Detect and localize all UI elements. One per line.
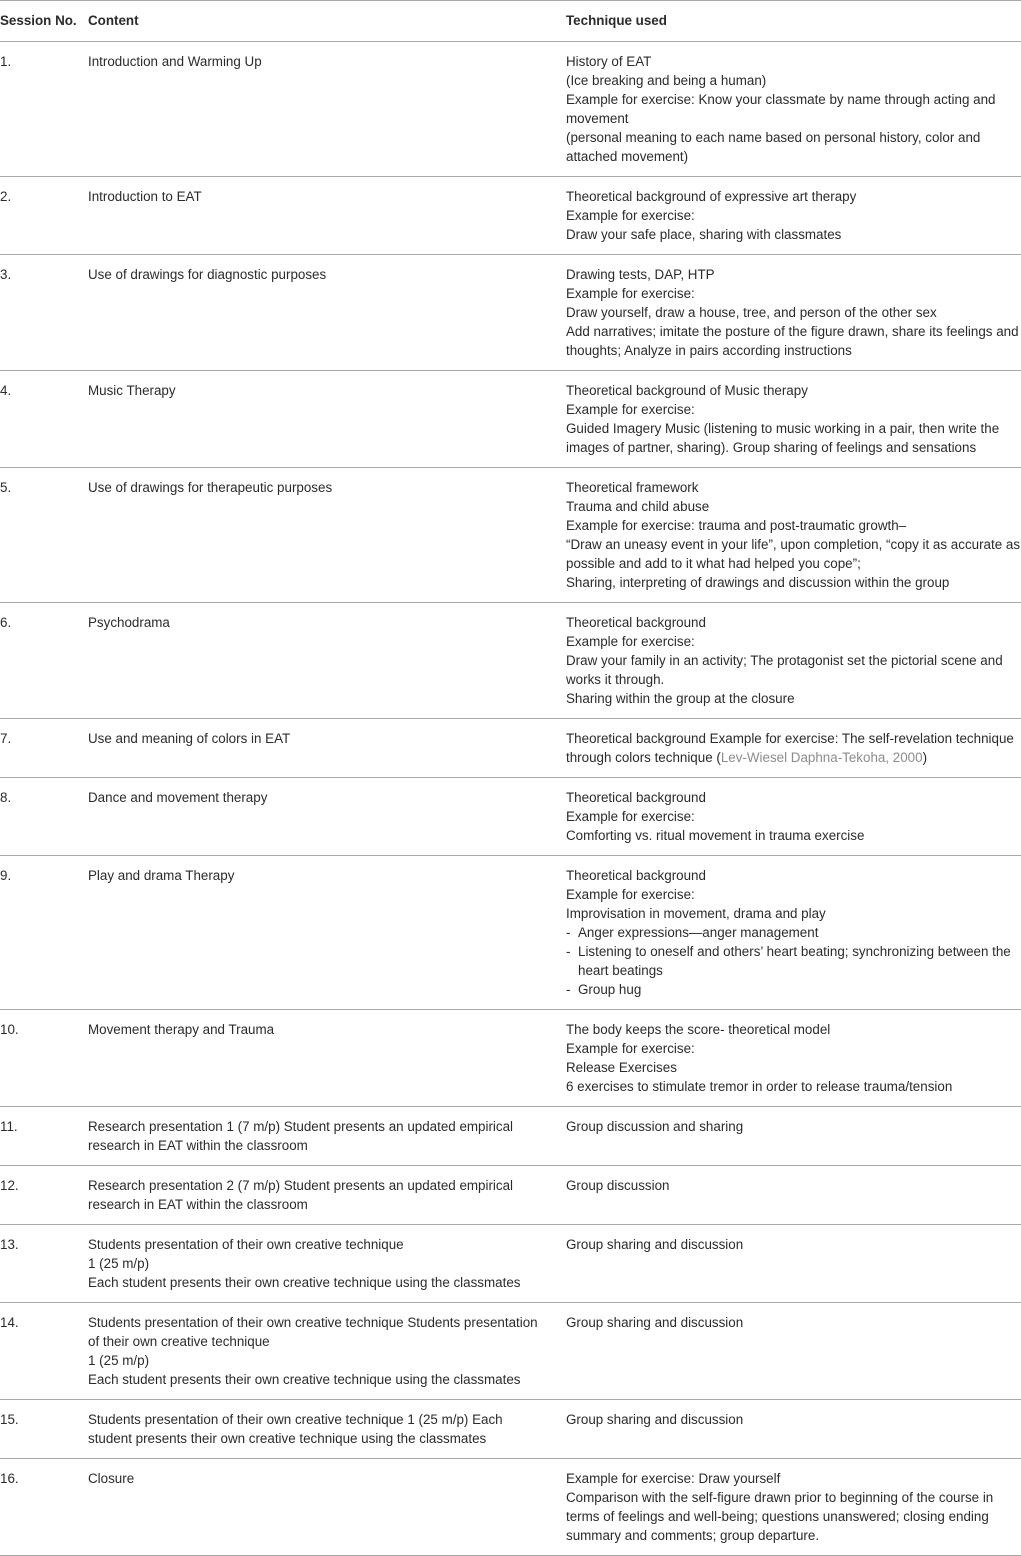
session-technique xyxy=(566,1010,1021,1107)
technique-line: Theoretical background xyxy=(566,615,706,630)
technique-line: Example for exercise: xyxy=(566,402,695,417)
session-number: 5. xyxy=(0,480,12,495)
content-line: Movement therapy and Trauma xyxy=(88,1022,275,1037)
content-line: 1 (25 m/p) xyxy=(88,1256,150,1271)
table-row xyxy=(0,719,1021,778)
table-row xyxy=(0,1459,1021,1556)
content-line: Use and meaning of colors in EAT xyxy=(88,731,291,746)
technique-text: Theoretical background Example for exercise: The self-revelation technique through colors technique ( xyxy=(566,731,1014,765)
technique-line: Sharing, interpreting of drawings and discussion within the group xyxy=(566,575,950,590)
content-line: Use of drawings for therapeutic purposes xyxy=(88,480,333,495)
technique-line: Guided Imagery Music (listening to music working in a pair, then write the images of partner, sharing). Group sharing of feelings and sensations xyxy=(566,421,1000,455)
table-row xyxy=(0,778,1021,856)
session-content xyxy=(88,1225,566,1303)
session-technique xyxy=(566,603,1021,719)
technique-line: Example for exercise: trauma and post-traumatic growth– xyxy=(566,518,907,533)
technique-line: Draw your safe place, sharing with classmates xyxy=(566,227,842,242)
content-line: 1 (25 m/p) xyxy=(88,1353,150,1368)
session-technique xyxy=(566,468,1021,603)
technique-line xyxy=(566,729,1021,767)
technique-line: (Ice breaking and being a human) xyxy=(566,73,767,88)
session-technique xyxy=(566,177,1021,255)
technique-line: The body keeps the score- theoretical model xyxy=(566,1022,831,1037)
session-content xyxy=(88,1303,566,1400)
session-technique xyxy=(566,1400,1021,1459)
technique-line: Release Exercises xyxy=(566,1060,677,1075)
session-content xyxy=(88,1459,566,1556)
table-row xyxy=(0,1166,1021,1225)
technique-line: Draw yourself, draw a house, tree, and person of the other sex xyxy=(566,305,937,320)
table-row xyxy=(0,1303,1021,1400)
technique-line: Comparison with the self-figure drawn prior to beginning of the course in terms of feelings and well-being; questions unanswered; closing ending summary and comments; group departure. xyxy=(566,1490,994,1543)
table-row xyxy=(0,255,1021,371)
header-session-no: Session No. xyxy=(0,13,77,28)
session-technique xyxy=(566,371,1021,468)
technique-line: Theoretical background of Music therapy xyxy=(566,383,808,398)
technique-line: Example for exercise: xyxy=(566,887,695,902)
table-row xyxy=(0,856,1021,1010)
session-technique xyxy=(566,255,1021,371)
table-row xyxy=(0,603,1021,719)
content-line: Use of drawings for diagnostic purposes xyxy=(88,267,327,282)
session-content xyxy=(88,255,566,371)
technique-line: Improvisation in movement, drama and play xyxy=(566,906,826,921)
technique-bullet-item: - Listening to oneself and others’ heart beating; synchronizing between the heart beatings xyxy=(566,942,1021,980)
content-line: Play and drama Therapy xyxy=(88,868,235,883)
session-content xyxy=(88,719,566,778)
session-number: 11. xyxy=(0,1119,18,1134)
technique-line: (personal meaning to each name based on personal history, color and attached movement) xyxy=(566,130,981,164)
technique-line: Theoretical background of expressive art therapy xyxy=(566,189,857,204)
session-technique xyxy=(566,1107,1021,1166)
session-number: 4. xyxy=(0,383,12,398)
technique-line: Add narratives; imitate the posture of the figure drawn, share its feelings and thoughts; Analyze in pairs according instructions xyxy=(566,324,1019,358)
technique-line: Theoretical background xyxy=(566,790,706,805)
technique-line: Example for exercise: xyxy=(566,286,695,301)
session-number: 13. xyxy=(0,1237,19,1252)
table-row xyxy=(0,468,1021,603)
technique-line: “Draw an uneasy event in your life”, upon completion, “copy it as accurate as possible and add to it what had helped you cope”; xyxy=(566,537,1021,571)
table-row xyxy=(0,1010,1021,1107)
session-content xyxy=(88,177,566,255)
technique-line: Example for exercise: xyxy=(566,208,695,223)
session-technique xyxy=(566,856,1021,1010)
content-line: Students presentation of their own creative technique Students presentation of their own creative technique xyxy=(88,1315,538,1349)
header-technique: Technique used xyxy=(566,13,667,28)
table-row xyxy=(0,1225,1021,1303)
technique-line: Group sharing and discussion xyxy=(566,1412,744,1427)
session-content xyxy=(88,1010,566,1107)
technique-line: Group discussion xyxy=(566,1178,670,1193)
technique-line: Trauma and child abuse xyxy=(566,499,710,514)
session-number: 10. xyxy=(0,1022,19,1037)
session-content xyxy=(88,1400,566,1459)
content-line: Introduction to EAT xyxy=(88,189,202,204)
technique-line: Example for exercise: xyxy=(566,809,695,824)
session-number: 15. xyxy=(0,1412,19,1427)
session-number: 8. xyxy=(0,790,12,805)
session-number: 12. xyxy=(0,1178,19,1193)
content-line: Dance and movement therapy xyxy=(88,790,268,805)
technique-line: Theoretical framework xyxy=(566,480,699,495)
technique-line: Draw your family in an activity; The protagonist set the pictorial scene and works it through. xyxy=(566,653,1003,687)
content-line: Research presentation 2 (7 m/p) Student presents an updated empirical research in EAT within the classroom xyxy=(88,1178,514,1212)
session-technique xyxy=(566,719,1021,778)
table-row xyxy=(0,1107,1021,1166)
table-header xyxy=(0,1,1021,42)
technique-line: Group discussion and sharing xyxy=(566,1119,744,1134)
session-content xyxy=(88,603,566,719)
session-number: 6. xyxy=(0,615,12,630)
technique-line: History of EAT xyxy=(566,54,652,69)
technique-bullet-item: - Anger expressions—anger management xyxy=(566,923,1021,942)
content-line: Students presentation of their own creative technique xyxy=(88,1237,404,1252)
session-number: 3. xyxy=(0,267,12,282)
session-content xyxy=(88,468,566,603)
session-number: 2. xyxy=(0,189,12,204)
table-row xyxy=(0,42,1021,177)
session-technique xyxy=(566,1303,1021,1400)
content-line: Students presentation of their own creative technique 1 (25 m/p) Each student presents their own creative technique using the classmates xyxy=(88,1412,503,1446)
technique-line: Example for exercise: xyxy=(566,634,695,649)
table-body xyxy=(0,42,1021,1556)
technique-line: 6 exercises to stimulate tremor in order to release trauma/tension xyxy=(566,1079,953,1094)
technique-line: Example for exercise: Draw yourself xyxy=(566,1471,781,1486)
session-technique xyxy=(566,778,1021,856)
technique-line: Comforting vs. ritual movement in trauma exercise xyxy=(566,828,865,843)
header-content: Content xyxy=(88,13,139,28)
session-number: 9. xyxy=(0,868,12,883)
session-technique xyxy=(566,1225,1021,1303)
session-content xyxy=(88,856,566,1010)
technique-line: Example for exercise: Know your classmate by name through acting and movement xyxy=(566,92,996,126)
session-technique xyxy=(566,1459,1021,1556)
technique-line: Example for exercise: xyxy=(566,1041,695,1056)
content-line: Introduction and Warming Up xyxy=(88,54,262,69)
technique-line: Theoretical background xyxy=(566,868,706,883)
content-line: Music Therapy xyxy=(88,383,176,398)
session-content xyxy=(88,42,566,177)
technique-line: Sharing within the group at the closure xyxy=(566,691,795,706)
technique-bullet-item: - Group hug xyxy=(566,980,1021,999)
technique-line: Group sharing and discussion xyxy=(566,1315,744,1330)
citation-link[interactable]: Lev-Wiesel Daphna-Tekoha, 2000 xyxy=(720,750,923,765)
content-line: Psychodrama xyxy=(88,615,170,630)
session-technique xyxy=(566,1166,1021,1225)
session-technique xyxy=(566,42,1021,177)
technique-line: Group sharing and discussion xyxy=(566,1237,744,1252)
technique-line: Drawing tests, DAP, HTP xyxy=(566,267,715,282)
session-content xyxy=(88,1166,566,1225)
table-row xyxy=(0,177,1021,255)
session-content xyxy=(88,1107,566,1166)
session-number: 16. xyxy=(0,1471,19,1486)
session-number: 14. xyxy=(0,1315,19,1330)
content-line: Research presentation 1 (7 m/p) Student presents an updated empirical research in EAT within the classroom xyxy=(88,1119,514,1153)
session-content xyxy=(88,778,566,856)
session-content xyxy=(88,371,566,468)
table-row xyxy=(0,1400,1021,1459)
content-line: Each student presents their own creative technique using the classmates xyxy=(88,1372,521,1387)
content-line: Each student presents their own creative technique using the classmates xyxy=(88,1275,521,1290)
technique-text: ) xyxy=(922,750,928,765)
session-number: 1. xyxy=(0,54,12,69)
content-line: Closure xyxy=(88,1471,135,1486)
table-row xyxy=(0,371,1021,468)
header-row xyxy=(0,1,1021,42)
session-number: 7. xyxy=(0,731,12,746)
